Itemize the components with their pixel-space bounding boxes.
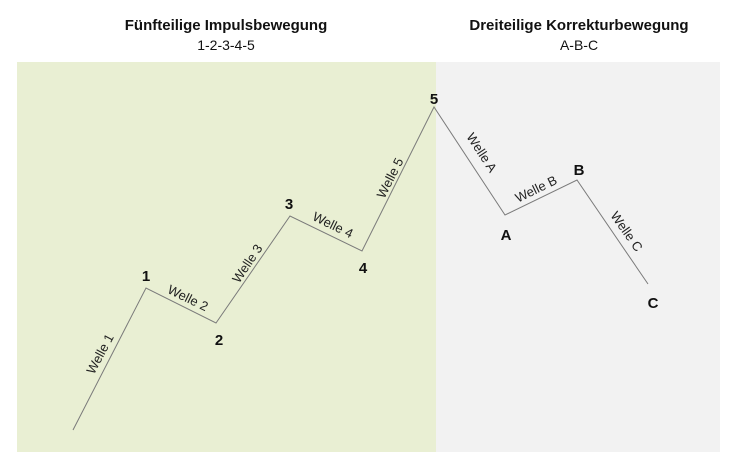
impulse-subtitle: 1-2-3-4-5: [197, 37, 255, 53]
wave-b-label: Welle B: [512, 172, 560, 206]
impulse-title: Fünfteilige Impulsbewegung: [124, 17, 328, 34]
point-5-label: 5: [429, 91, 439, 108]
wave-a-label: Welle A: [463, 130, 501, 176]
wave-c-label: Welle C: [607, 208, 646, 255]
point-a-label: A: [500, 227, 512, 244]
impulse-phase-background: [17, 62, 439, 452]
correction-title: Dreiteilige Korrekturbewegung: [469, 17, 689, 34]
wave-4-label: Welle 4: [310, 208, 356, 242]
point-b-label: B: [573, 162, 585, 179]
point-2-label: 2: [214, 332, 224, 349]
wave-1-label: Welle 1: [83, 331, 117, 377]
correction-phase-background: [436, 62, 720, 452]
wave-3-label: Welle 3: [228, 241, 266, 286]
correction-subtitle: A-B-C: [559, 37, 599, 53]
wave-5-label: Welle 5: [373, 155, 407, 201]
point-3-label: 3: [284, 196, 294, 213]
wave-2-label: Welle 2: [165, 281, 211, 315]
point-1-label: 1: [141, 268, 151, 285]
point-c-label: C: [647, 295, 659, 312]
point-4-label: 4: [358, 260, 368, 277]
